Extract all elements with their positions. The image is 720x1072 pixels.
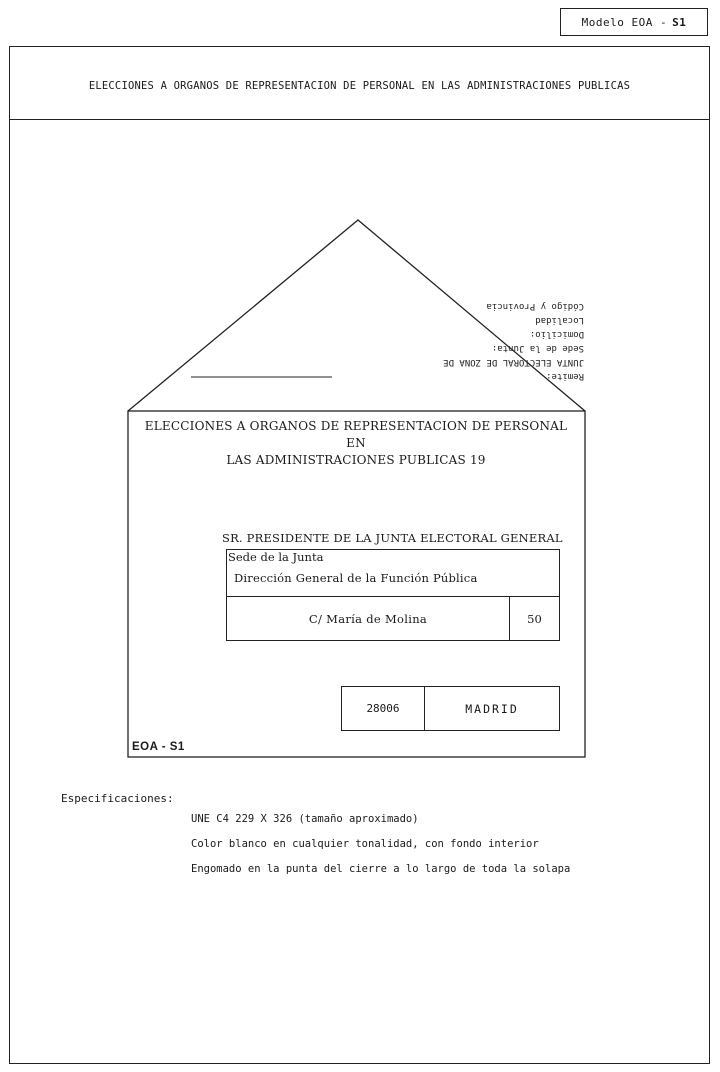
sender-line-4: Localidad — [535, 315, 584, 325]
envelope-title-line-1: ELECCIONES A ORGANOS DE REPRESENTACION DE PERSONAL EN — [144, 419, 568, 450]
specifications-heading: Especificaciones: — [61, 792, 174, 805]
postal-code-value: 28006 — [366, 702, 400, 715]
envelope-title-line-2: LAS ADMINISTRACIONES PUBLICAS 19 — [226, 453, 486, 467]
sede-label: Sede de la Junta — [228, 550, 324, 564]
street-number-value: 50 — [527, 611, 542, 626]
envelope-code: EOA - S1 — [132, 741, 185, 753]
envelope-flap — [128, 220, 585, 411]
sender-block — [443, 301, 584, 381]
specifications-list — [191, 812, 570, 887]
postal-code-field — [341, 686, 425, 731]
sender-line-3: Domicilio: — [529, 329, 584, 339]
street-value: C/ María de Molina — [308, 611, 428, 626]
specification-item: Engomado en la punta del cierre a lo largo de toda la solapa — [191, 863, 571, 875]
model-label-prefix: Modelo EOA - — [581, 15, 668, 29]
city-field — [424, 686, 560, 731]
specification-item: Color blanco en cualquier tonalidad, con fondo interior — [191, 838, 539, 850]
model-label-code: S1 — [672, 15, 687, 29]
envelope-title — [140, 418, 572, 469]
header-title: ELECCIONES A ORGANOS DE REPRESENTACION DE PERSONAL EN LAS ADMINISTRACIONES PUBLICAS — [88, 80, 631, 92]
city-value: MADRID — [465, 701, 519, 716]
sede-value: Dirección General de la Función Pública — [234, 571, 478, 585]
sender-line-5: Código y Provincia — [486, 301, 584, 311]
specification-item: UNE C4 229 X 326 (tamaño aproximado) — [191, 813, 419, 825]
street-number-field — [509, 596, 560, 641]
sender-line-1: JUNTA ELECTORAL DE ZONA DE — [443, 357, 584, 367]
addressee: SR. PRESIDENTE DE LA JUNTA ELECTORAL GENERAL — [222, 531, 563, 545]
street-field — [226, 596, 510, 641]
sender-label: Remite: — [546, 371, 584, 381]
sender-line-2: Sede de la Junta: — [491, 343, 584, 353]
